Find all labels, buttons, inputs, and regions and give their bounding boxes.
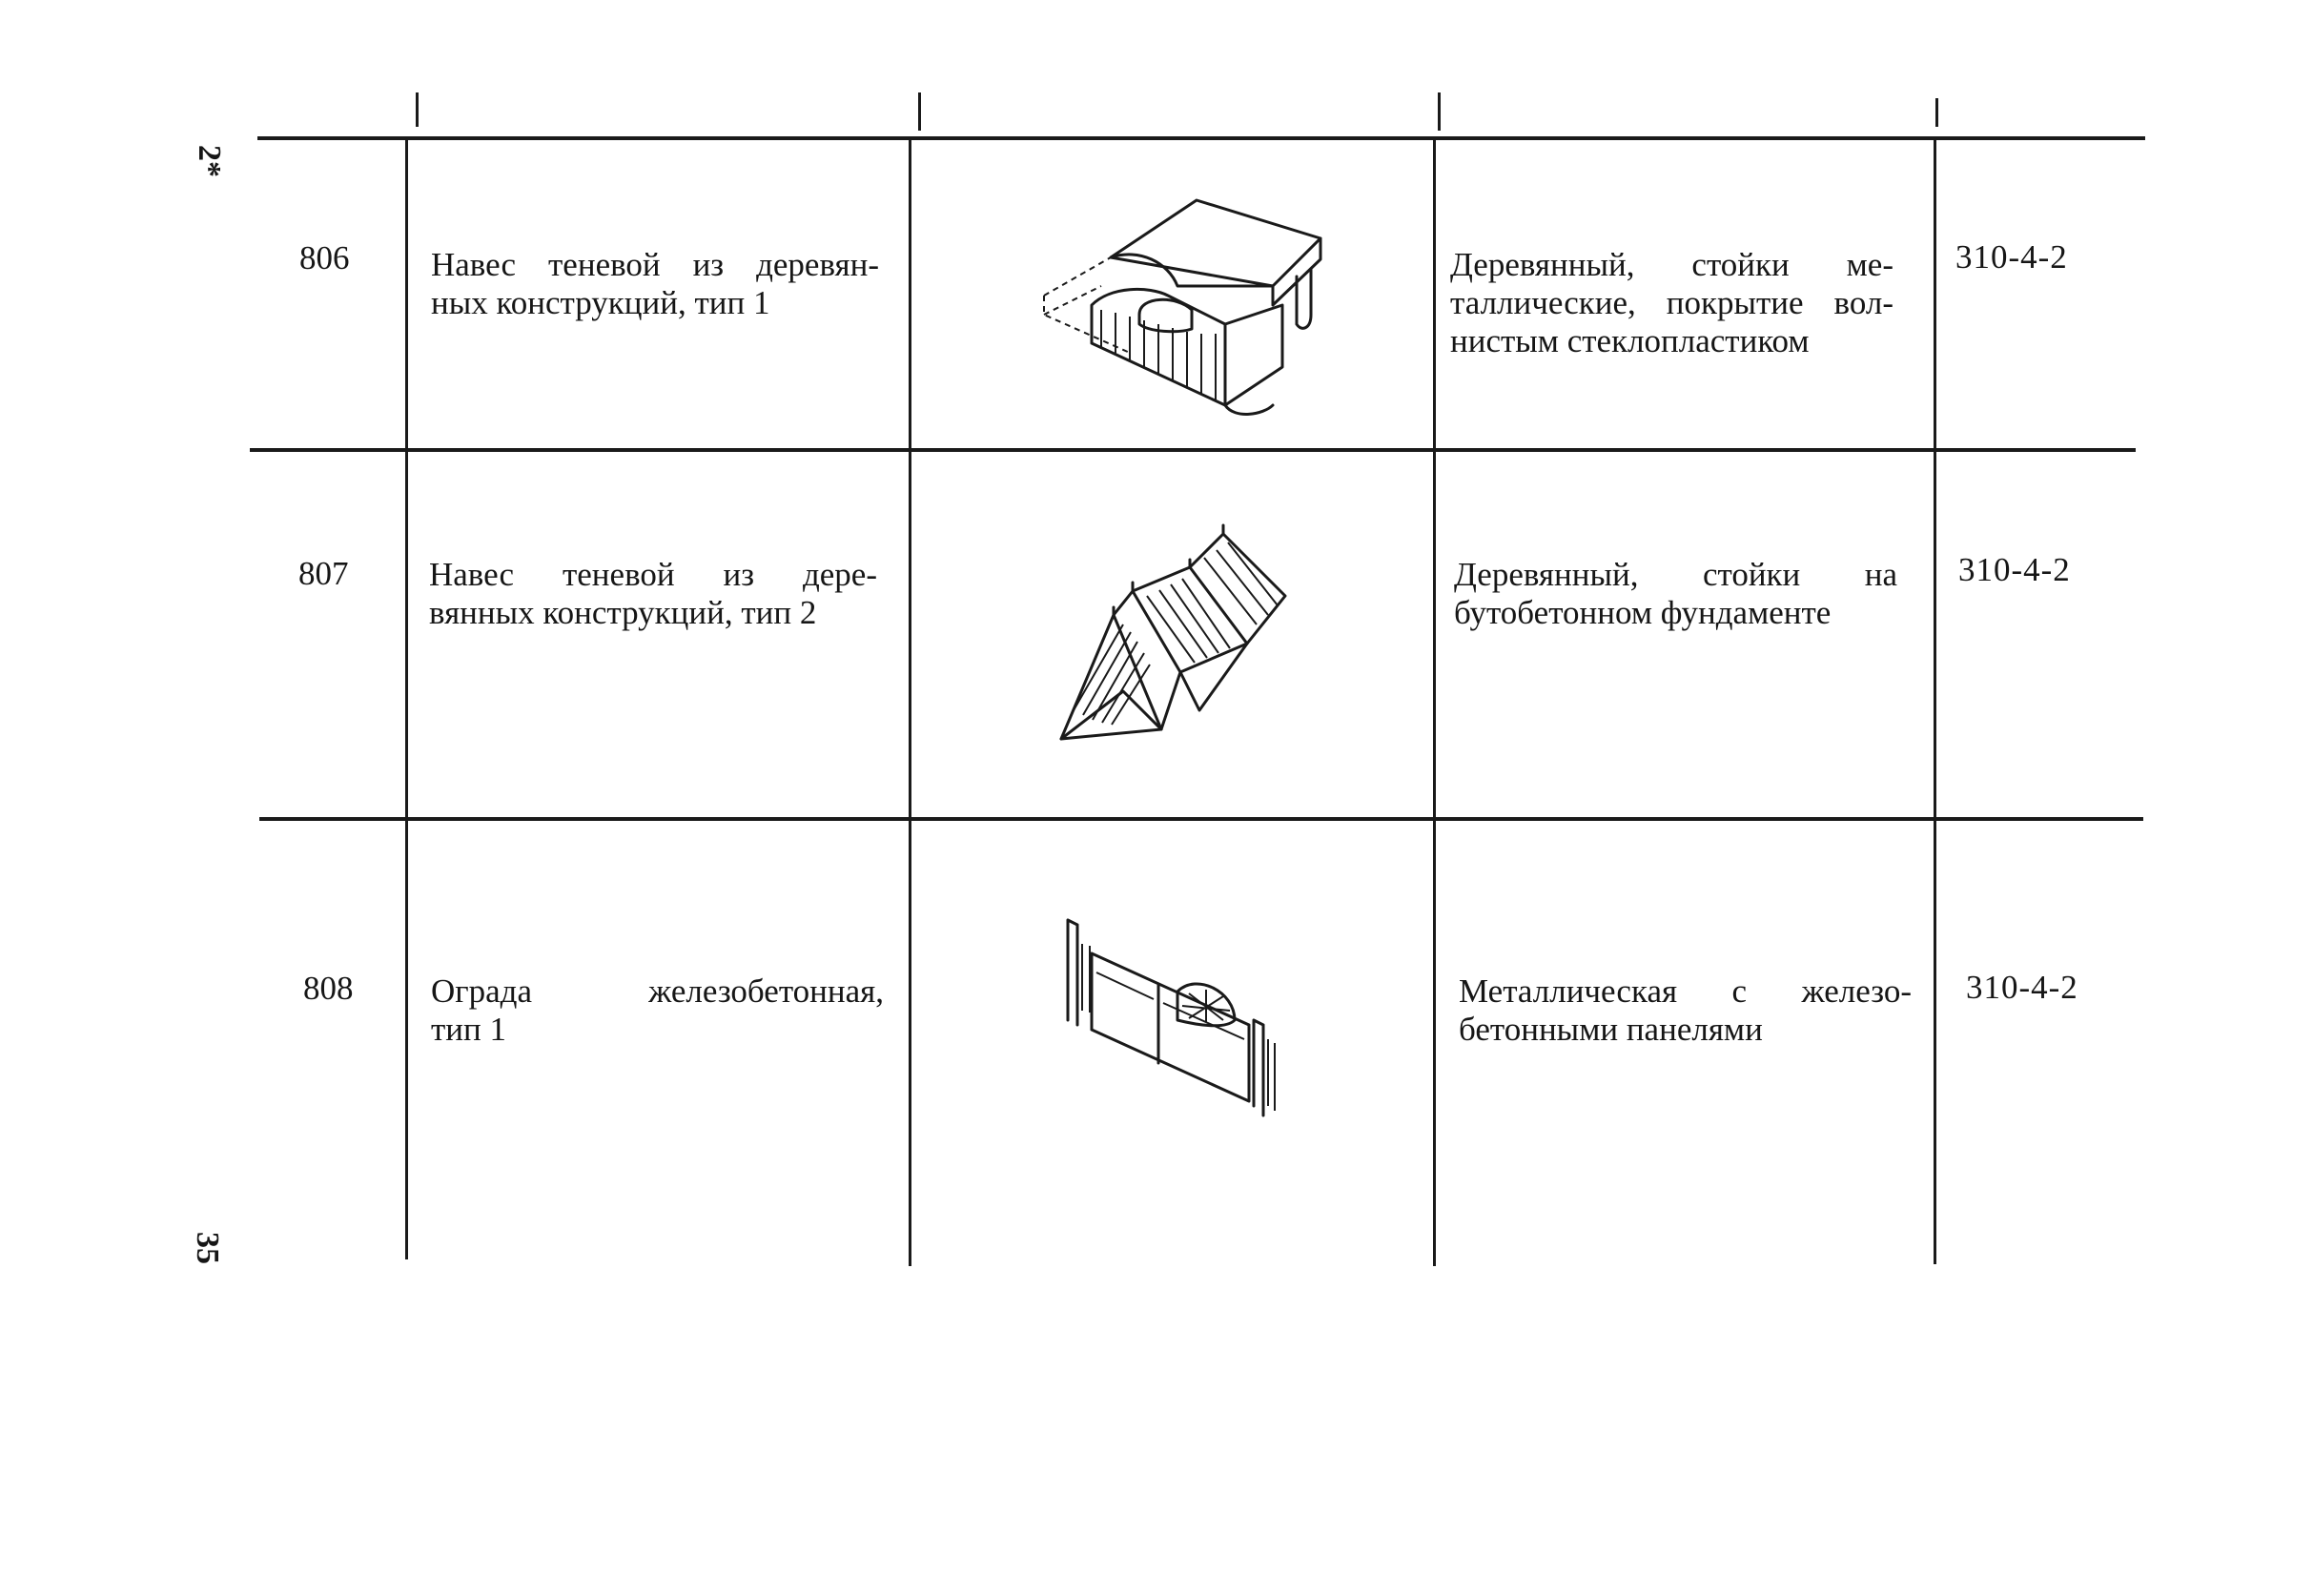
page-number: 35 [190, 1232, 225, 1264]
row-number: 808 [303, 970, 354, 1007]
description-line: нистым стеклопластиком [1450, 322, 1810, 359]
item-name [431, 972, 884, 1049]
column-rule-2 [909, 139, 911, 1266]
series-code: 310-4-2 [1955, 238, 2068, 276]
description-line: бутобетонном фундаменте [1454, 594, 1832, 631]
item-description [1450, 246, 1893, 360]
header-tick-3 [1438, 92, 1441, 131]
shade-canopy-type1-drawing [1034, 191, 1320, 419]
item-name-line: ных конструкций, тип 1 [431, 284, 770, 321]
description-line: таллические, покрытие вол- [1450, 284, 1893, 321]
table-top-rule [257, 136, 2145, 140]
row-number: 807 [298, 555, 349, 592]
item-name-line: Ограда железобетонная, [431, 972, 884, 1010]
item-name [429, 556, 877, 632]
header-tick-2 [918, 92, 921, 131]
item-name-line: Навес теневой из деревян- [431, 246, 879, 283]
item-name [431, 246, 879, 322]
column-rule-4 [1934, 139, 1936, 1264]
row-number: 806 [299, 239, 350, 276]
description-line: Металлическая с железо- [1459, 972, 1912, 1010]
series-code: 310-4-2 [1966, 969, 2078, 1006]
header-tick-1 [416, 92, 419, 127]
column-rule-3 [1433, 139, 1436, 1266]
series-code: 310-4-2 [1958, 551, 2071, 588]
top-margin-mark: 2* [192, 145, 227, 177]
item-name-line: Навес теневой из дере- [429, 556, 877, 593]
item-name-line: тип 1 [431, 1011, 507, 1048]
description-line: Деревянный, стойки на [1454, 556, 1897, 593]
item-description [1459, 972, 1912, 1049]
item-name-line: вянных конструкций, тип 2 [429, 594, 817, 631]
shade-canopy-type2-drawing [1056, 520, 1285, 748]
description-line: бетонными панелями [1459, 1011, 1763, 1048]
item-description [1454, 556, 1897, 632]
row-divider-1 [250, 448, 2136, 452]
header-tick-4 [1935, 98, 1938, 127]
concrete-fence-type1-drawing [1063, 915, 1282, 1120]
row-divider-2 [259, 817, 2143, 821]
column-rule-1 [405, 139, 408, 1259]
description-line: Деревянный, стойки ме- [1450, 246, 1893, 283]
